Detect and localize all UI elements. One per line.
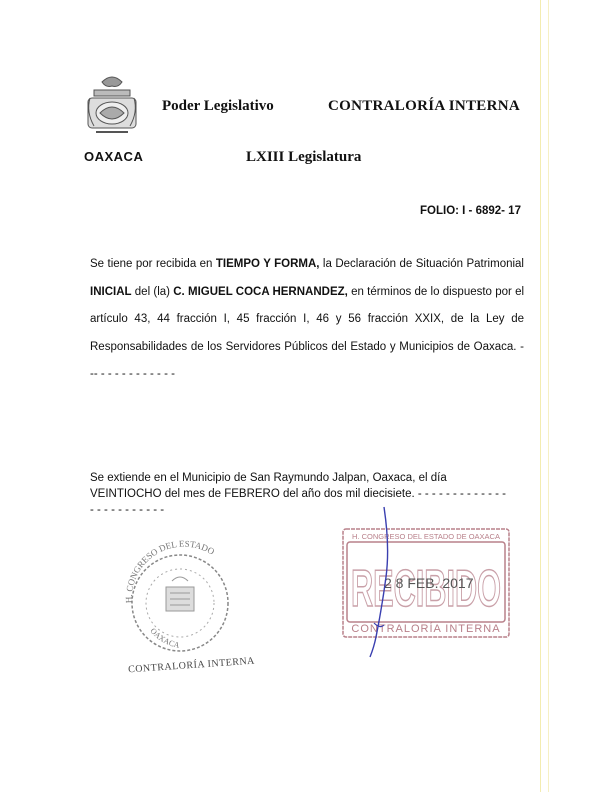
stamp-word: RECIBIDO: [351, 560, 501, 618]
margin-line: [540, 0, 541, 792]
folio-number: FOLIO: I - 6892- 17: [420, 205, 521, 217]
body-text-1: Se tiene por recibida en: [90, 258, 216, 270]
body-text: [90, 251, 524, 389]
body-bold-1: TIEMPO Y FORMA,: [215, 258, 320, 270]
body-bold-3: C. MIGUEL COCA HERNANDEZ,: [173, 285, 348, 298]
seal-top-text: H. CONGRESO DEL ESTADO: [123, 538, 217, 604]
header-legislature: LXIII Legislatura: [246, 149, 362, 165]
margin-line-secondary: [548, 0, 549, 792]
body-bold-2: INICIAL: [90, 285, 132, 298]
body-text-3: del (la): [131, 285, 174, 298]
body-paragraph: [90, 251, 524, 389]
official-seal: [110, 535, 250, 655]
stamp-bottom-text: CONTRALORÍA INTERNA: [351, 623, 501, 635]
header-office: CONTRALORÍA INTERNA: [328, 98, 520, 114]
closing-line-1: Se extiende en el Municipio de San Raymundo Jalpan, Oaxaca, el día: [90, 472, 447, 484]
header-power: Poder Legislativo: [162, 98, 274, 114]
stamp-top-text: H. CONGRESO DEL ESTADO DE OAXACA: [352, 532, 500, 541]
closing-paragraph: [90, 470, 530, 518]
closing-line-3: - - - - - - - - - - -: [90, 504, 165, 516]
stamp-date: 2 8 FEB. 2017: [384, 575, 474, 591]
seal-bottom-text: OAXACA: [148, 626, 181, 650]
body-text-4: en términos de lo dispuesto por el artículo 43, 44 fracción I, 45 fracción I, 46 y 56 fracción XXIX, de la Ley de Responsabilidades de los Servidores Públicos del Estado y Municipios de Oaxaca. - -- - - - - - - - - - - -: [90, 285, 525, 380]
signature-label: CONTRALORÍA INTERNA: [127, 655, 256, 676]
signature-stroke-icon: [360, 505, 420, 665]
body-text-2: la Declaración de Situación Patrimonial: [319, 258, 524, 270]
logo-label: OAXACA: [84, 149, 144, 164]
coat-of-arms-icon: [84, 72, 140, 148]
closing-line-2: VEINTIOCHO del mes de FEBRERO del año dos mil diecisiete. - - - - - - - - - - - - -: [90, 488, 506, 500]
